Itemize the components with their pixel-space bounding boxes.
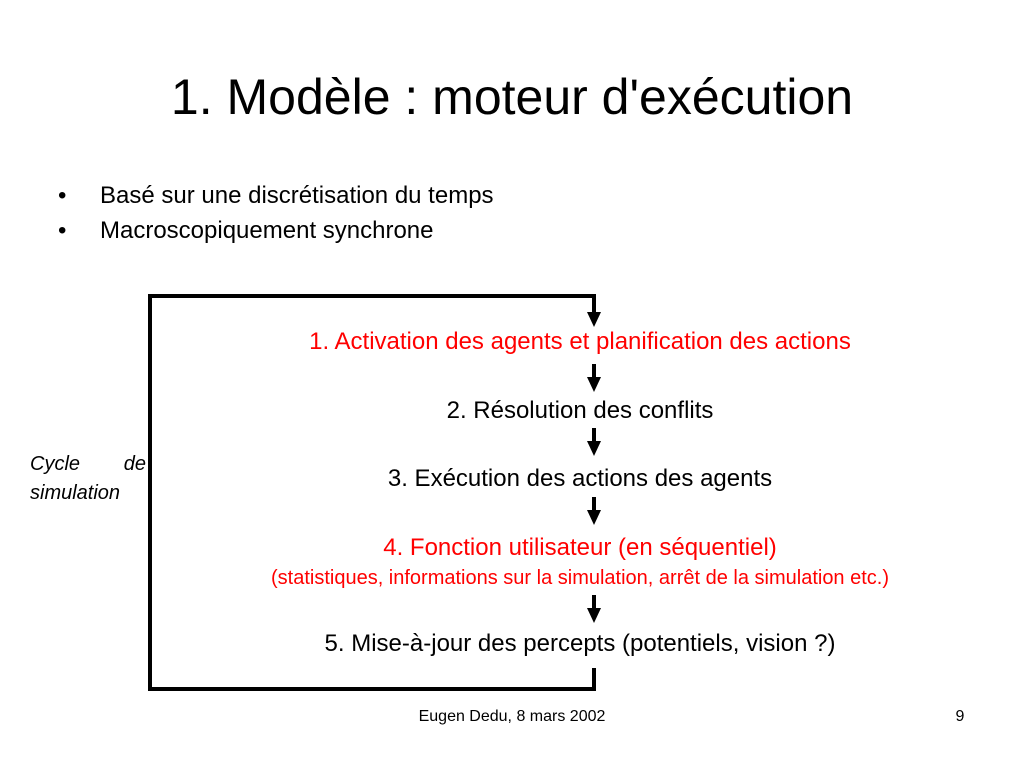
bullet-symbol: • xyxy=(58,217,67,244)
slide-title: 1. Modèle : moteur d'exécution xyxy=(170,69,854,125)
page-number: 9 xyxy=(955,708,965,725)
step-2: 2. Résolution des conflits xyxy=(446,397,714,424)
bullet-symbol: • xyxy=(58,182,67,209)
step-1: 1. Activation des agents et planification des actions xyxy=(309,328,851,355)
cycle-label-word-cycle: Cycle xyxy=(30,453,81,475)
step-3: 3. Exécution des actions des agents xyxy=(387,465,773,492)
arrow-into-step-1 xyxy=(587,312,601,327)
arrow-head-2-3 xyxy=(587,441,601,456)
cycle-label-word-de: de xyxy=(123,453,146,475)
arrow-head-1-2 xyxy=(587,377,601,392)
cycle-label xyxy=(30,450,146,508)
cycle-label-word-simulation: simulation xyxy=(30,482,121,504)
bullet-text: Macroscopiquement synchrone xyxy=(100,217,434,244)
arrow-head-3-4 xyxy=(587,510,601,525)
arrow-head-4-5 xyxy=(587,608,601,623)
footer-author-date: Eugen Dedu, 8 mars 2002 xyxy=(418,708,606,725)
bullet-text: Basé sur une discrétisation du temps xyxy=(100,182,494,209)
step-4-detail: (statistiques, informations sur la simulation, arrêt de la simulation etc.) xyxy=(270,567,890,589)
step-5: 5. Mise-à-jour des percepts (potentiels, vision ?) xyxy=(324,630,836,657)
step-4: 4. Fonction utilisateur (en séquentiel) xyxy=(383,534,777,561)
